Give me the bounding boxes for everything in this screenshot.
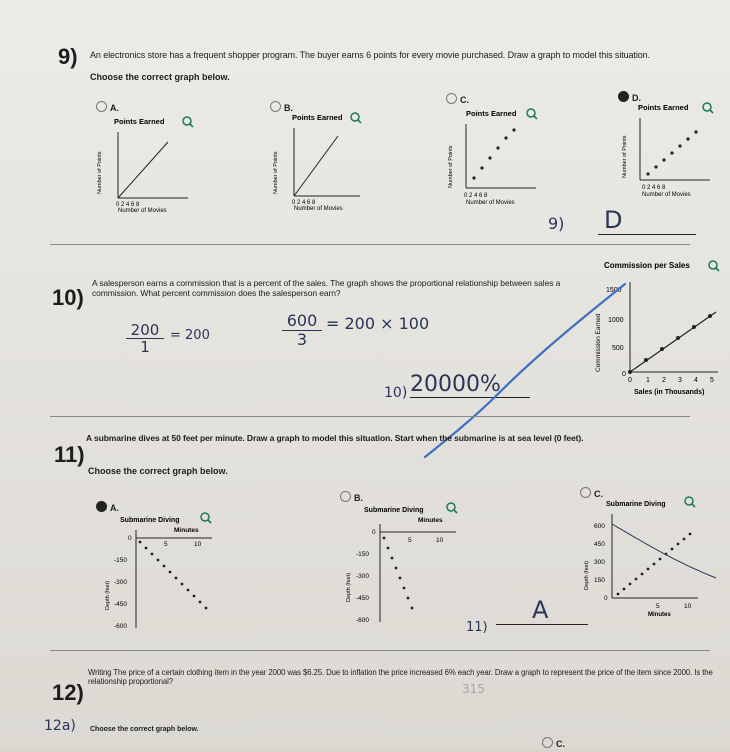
- q11-graph-b-xtick-10: 10: [436, 537, 444, 544]
- q10-ylabel: Commission Earned: [595, 313, 602, 372]
- q9-graph-d-xlabel: Number of Movies: [642, 192, 691, 198]
- magnify-icon: [447, 503, 457, 513]
- q10-frac1-bottom: 1: [140, 338, 150, 356]
- q11-graph-a-ytick-0: 0: [128, 535, 132, 542]
- q11-graph-b: [336, 498, 466, 628]
- q12-stem: Writing The price of a certain clothing item in the year 2000 was $6.25. Due to inflation the price increased 6% each year. Draw a graph to represent the price of the item since 2000. Is the relationship proportional?: [88, 668, 713, 686]
- q9-answer: D: [598, 206, 696, 235]
- q12-choose: Choose the correct graph below.: [90, 726, 199, 733]
- q11-graph-c-xlabel: Minutes: [648, 612, 671, 618]
- q10-xlabel: Sales (in Thousands): [634, 389, 705, 396]
- q11-graph-a-xtick-5: 5: [164, 541, 168, 548]
- svg-text:5: 5: [710, 377, 714, 384]
- svg-text:2: 2: [662, 377, 666, 384]
- magnify-icon: [527, 109, 537, 119]
- q12-radio-c[interactable]: [542, 737, 553, 748]
- q11-graph-c-ytick-150: 150: [594, 577, 605, 584]
- svg-text:1: 1: [646, 377, 650, 384]
- q10-frac2-bottom: 3: [296, 330, 308, 349]
- divider: [50, 416, 690, 417]
- q11-graph-b-ytick-150: -150: [356, 551, 370, 558]
- q11-graph-b-ytick-0: 0: [372, 529, 376, 536]
- q9-option-c-label: C.: [460, 95, 469, 105]
- q11-graph-c-title: Submarine Diving: [606, 501, 666, 508]
- q9-graph-a: [92, 112, 202, 222]
- q11-number: 11): [54, 442, 85, 467]
- q11-graph-c-points: [617, 533, 692, 596]
- q11-graph-b-xlabel: Minutes: [418, 517, 443, 524]
- magnify-icon: [709, 261, 719, 271]
- q12-option-c-label: C.: [556, 739, 565, 749]
- q10-ytick-1500: 1500: [606, 287, 622, 294]
- q10-stem: A salesperson earns a commission that is a percent of the sales. The graph shows the proportional relationship between sales a commission. What percent commission does the salesperson earn?: [92, 278, 561, 298]
- q9-graph-a-ylabel: Number of Points: [97, 151, 103, 194]
- q9-graph-d-ylabel: Number of Points: [622, 135, 628, 178]
- q9-graph-c-title: Points Earned: [466, 109, 517, 118]
- q11-graph-a-points: [139, 541, 208, 610]
- q10-work-fraction1: [126, 322, 164, 355]
- q9-graph-a-xlabel: Number of Movies: [118, 208, 167, 214]
- svg-text:0: 0: [628, 377, 632, 384]
- q12-option-c[interactable]: [542, 734, 565, 752]
- q10-number: 10): [52, 285, 84, 310]
- q9-graph-c-ylabel: Number of Points: [448, 145, 454, 188]
- q9-option-d-label: D.: [632, 93, 641, 103]
- divider: [50, 650, 710, 651]
- q9-graph-a-title: Points Earned: [114, 117, 165, 126]
- q9-radio-c[interactable]: [446, 93, 457, 104]
- svg-text:3: 3: [678, 377, 682, 384]
- q11-graph-c-ytick-600: 600: [594, 523, 605, 530]
- q10-ytick-500: 500: [612, 345, 624, 352]
- q9-graph-a-xticks: 0 2 4 6 8: [116, 202, 140, 208]
- q9-option-b-label: B.: [284, 103, 293, 113]
- q10-chart-title: Commission per Sales: [604, 261, 690, 270]
- q9-graph-b-title: Points Earned: [292, 113, 343, 122]
- svg-text:4: 4: [694, 377, 698, 384]
- q9-number: 9): [58, 44, 78, 69]
- q11-graph-c-pen-mark: [612, 524, 716, 578]
- q9-graph-b-xlabel: Number of Movies: [294, 206, 343, 212]
- q9-graph-c-xlabel: Number of Movies: [466, 200, 515, 206]
- q11-graph-a-ytick-600: -600: [114, 623, 128, 630]
- q9-choose: Choose the correct graph below.: [90, 72, 230, 82]
- q10-frac1-top: 200: [126, 322, 164, 339]
- q11-graph-c-ytick-300: 300: [594, 559, 605, 566]
- q9-graph-b-ylabel: Number of Points: [273, 151, 279, 194]
- magnify-icon: [703, 103, 713, 113]
- q11-graph-b-ytick-300: -300: [356, 573, 370, 580]
- q11-graph-b-points: [383, 537, 414, 610]
- q9-graph-d-xticks: 0 2 4 6 8: [642, 185, 666, 191]
- q10-work-eq1: = 200: [170, 328, 210, 343]
- q10-answer: 20000%: [410, 372, 530, 398]
- q10-answer-label: 10): [384, 385, 408, 401]
- q11-graph-c: [586, 494, 720, 620]
- q11-graph-c-ytick-0: 0: [604, 595, 608, 602]
- q12-number: 12): [52, 680, 84, 705]
- q11-graph-b-ytick-600: -600: [356, 617, 370, 624]
- q11-graph-c-ytick-450: 450: [594, 541, 605, 548]
- q11-graph-a-xtick-10: 10: [194, 541, 202, 548]
- magnify-icon: [351, 113, 361, 123]
- q11-graph-a-ylabel: Depth (feet): [105, 580, 111, 610]
- q9-answer-label: 9): [548, 214, 565, 233]
- q12-margin-note: 315: [462, 682, 485, 696]
- q9-radio-a[interactable]: [96, 101, 107, 112]
- q11-answer-label: 11): [466, 620, 488, 635]
- q11-graph-c-xtick-5: 5: [656, 603, 660, 610]
- q12a-number: 12a): [44, 718, 76, 734]
- q9-graph-d-points: [646, 130, 697, 175]
- q11-stem: A submarine dives at 50 feet per minute. Draw a graph to model this situation. Start when the submarine is at sea level (0 feet).: [86, 433, 584, 443]
- q11-graph-b-xtick-5: 5: [408, 537, 412, 544]
- q11-graph-c-xtick-10: 10: [684, 603, 692, 610]
- q11-option-a-label: A.: [110, 503, 119, 513]
- q10-work-eq2: = 200 × 100: [326, 314, 430, 333]
- divider: [50, 244, 690, 245]
- q11-graph-c-ylabel: Depth (feet): [584, 560, 590, 590]
- q10-frac2-top: 600: [282, 312, 322, 331]
- magnify-icon: [685, 497, 695, 507]
- q10-ytick-0: 0: [622, 371, 626, 378]
- q11-graph-a-ytick-450: -450: [114, 601, 128, 608]
- q11-graph-a-xlabel: Minutes: [174, 527, 199, 534]
- q9-option-a-label: A.: [110, 103, 119, 113]
- q9-graph-b: [262, 108, 372, 218]
- q9-stem: An electronics store has a frequent shopper program. The buyer earns 6 points for every movie purchased. Draw a graph to model this situation.: [90, 50, 650, 60]
- q9-graph-b-xticks: 0 2 4 6 8: [292, 200, 316, 206]
- q10-ytick-1000: 1000: [608, 317, 624, 324]
- q11-graph-a-ytick-300: -300: [114, 579, 128, 586]
- q9-graph-d: [612, 100, 722, 210]
- q11-graph-a-title: Submarine Diving: [120, 517, 180, 524]
- q9-graph-d-title: Points Earned: [638, 103, 689, 112]
- q11-option-b-label: B.: [354, 493, 363, 503]
- q9-graph-c-xticks: 0 2 4 6 8: [464, 193, 488, 199]
- q11-answer: A: [496, 596, 588, 625]
- q10-work-fraction2: [282, 312, 322, 349]
- q11-graph-a-ytick-150: -150: [114, 557, 128, 564]
- q11-choose: Choose the correct graph below.: [88, 466, 228, 476]
- q11-graph-a: [104, 510, 234, 636]
- q11-graph-b-ytick-450: -450: [356, 595, 370, 602]
- magnify-icon: [183, 117, 193, 127]
- q11-graph-b-title: Submarine Diving: [364, 507, 424, 514]
- q11-graph-b-ylabel: Depth (feet): [346, 572, 352, 602]
- q11-option-c-label: C.: [594, 489, 603, 499]
- q9-graph-c-points: [472, 128, 515, 179]
- magnify-icon: [201, 513, 211, 523]
- q9-graph-c: [444, 104, 554, 214]
